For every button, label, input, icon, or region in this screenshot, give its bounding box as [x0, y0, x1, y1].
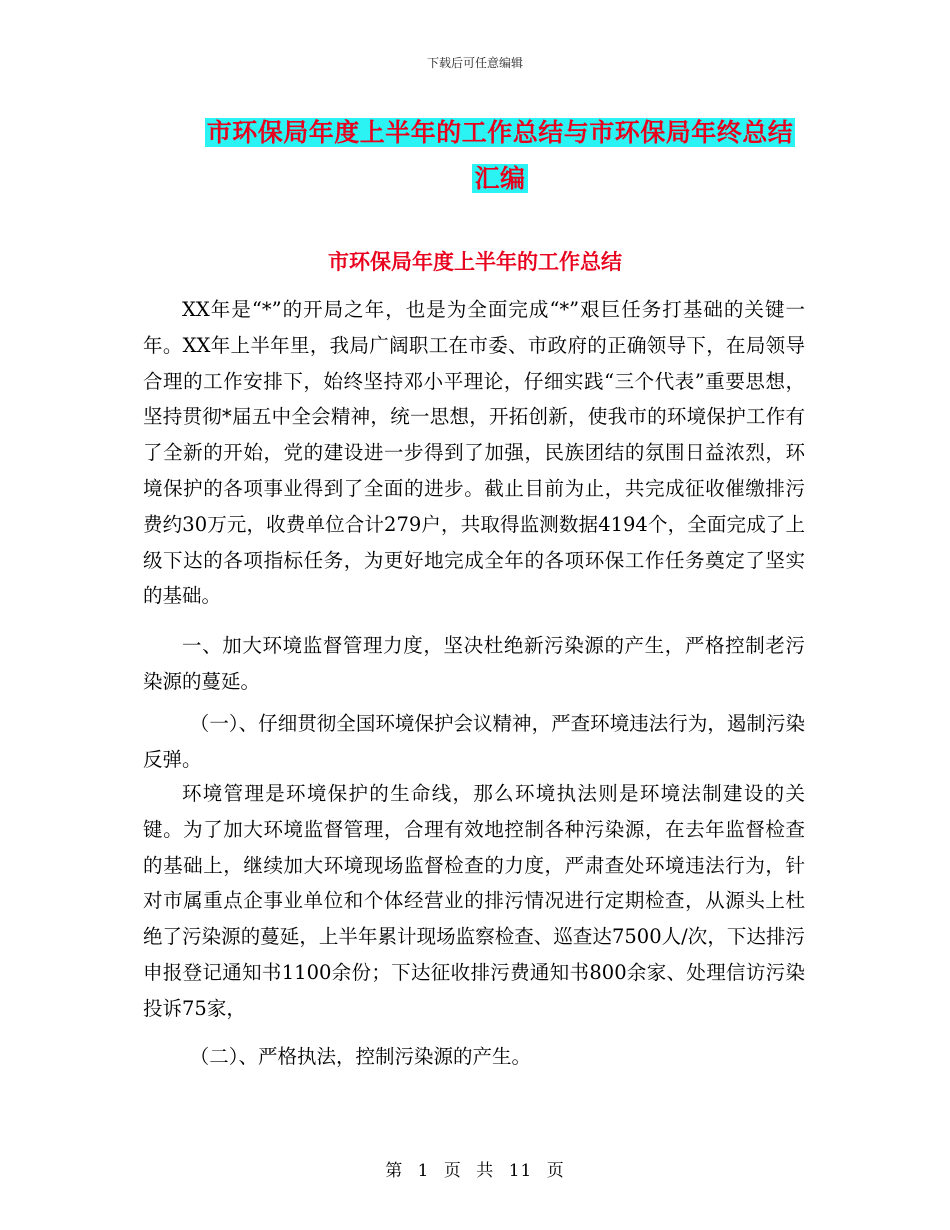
paragraph-heading1 [143, 628, 805, 700]
paragraph-sub1-text: （一）、仔细贯彻全国环境保护会议精神，严查环境违法行为，遏制污染反弹。 [143, 712, 805, 771]
footer-total-pages: 11 [508, 1161, 533, 1181]
header-note: 下载后可任意编辑 [426, 56, 523, 70]
main-title-line2: 汇编 [474, 164, 526, 193]
section-title: 市环保局年度上半年的工作总结 [328, 249, 622, 274]
page-footer [0, 1156, 950, 1181]
paragraph-intro-text: XX年是“*”的开局之年，也是为全面完成“*”艰巨任务打基础的关键一年。XX年上半年里，我局广阔职工在市委、市政府的正确领导下，在局领导合理的工作安排下，始终坚持邓小平理论，仔细实践“三个代表”重要思想，坚持贯彻*届五中全会精神，统一思想，开拓创新，使我市的环境保护工作有了全新的开始，党的建设进一步得到了加强，民族团结的氛围日益浓烈，环境保护的各项事业得到了全面的进步。截止目前为止，共完成征收催缴排污费约30万元，收费单位合计279户，共取得监测数据4194个，全面完成了上级下达的各项指标任务，为更好地完成全年的各项环保工作任务奠定了坚实的基础。 [143, 298, 805, 608]
main-title-line1: 市环保局年度上半年的工作总结与市环保局年终总结 [206, 118, 794, 147]
paragraph-sub2-text: （二）、严格执法，控制污染源的产生。 [189, 1045, 532, 1068]
paragraph-heading1-text: 一、加大环境监督管理力度，坚决杜绝新污染源的产生，严格控制老污染源的蔓延。 [143, 634, 805, 693]
paragraph-sub1 [143, 706, 805, 778]
footer-page-number: 1 [417, 1161, 430, 1181]
main-title [190, 110, 810, 202]
footer-label-gong: 共 [476, 1161, 495, 1181]
paragraph-sub2 [143, 1039, 805, 1075]
paragraph-body3 [143, 776, 805, 1027]
paragraph-body3-text: 环境管理是环境保护的生命线，那么环境执法则是环境法制建设的关键。为了加大环境监督管理，合理有效地控制各种污染源，在去年监督检查的基础上，继续加大环境现场监督检查的力度，严肃查处环境违法行为，针对市属重点企事业单位和个体经营业的排污情况进行定期检查，从源头上杜绝了污染源的蔓延，上半年累计现场监察检查、巡查达7500人/次，下达排污申报登记通知书1100余份；下达征收排污费通知书800余家、处理信访污染投诉75家， [143, 782, 805, 1020]
footer-label-ye: 页 [443, 1161, 462, 1181]
footer-label-ye2: 页 [546, 1161, 565, 1181]
footer-label-di: 第 [385, 1161, 404, 1181]
paragraph-intro [143, 292, 805, 614]
